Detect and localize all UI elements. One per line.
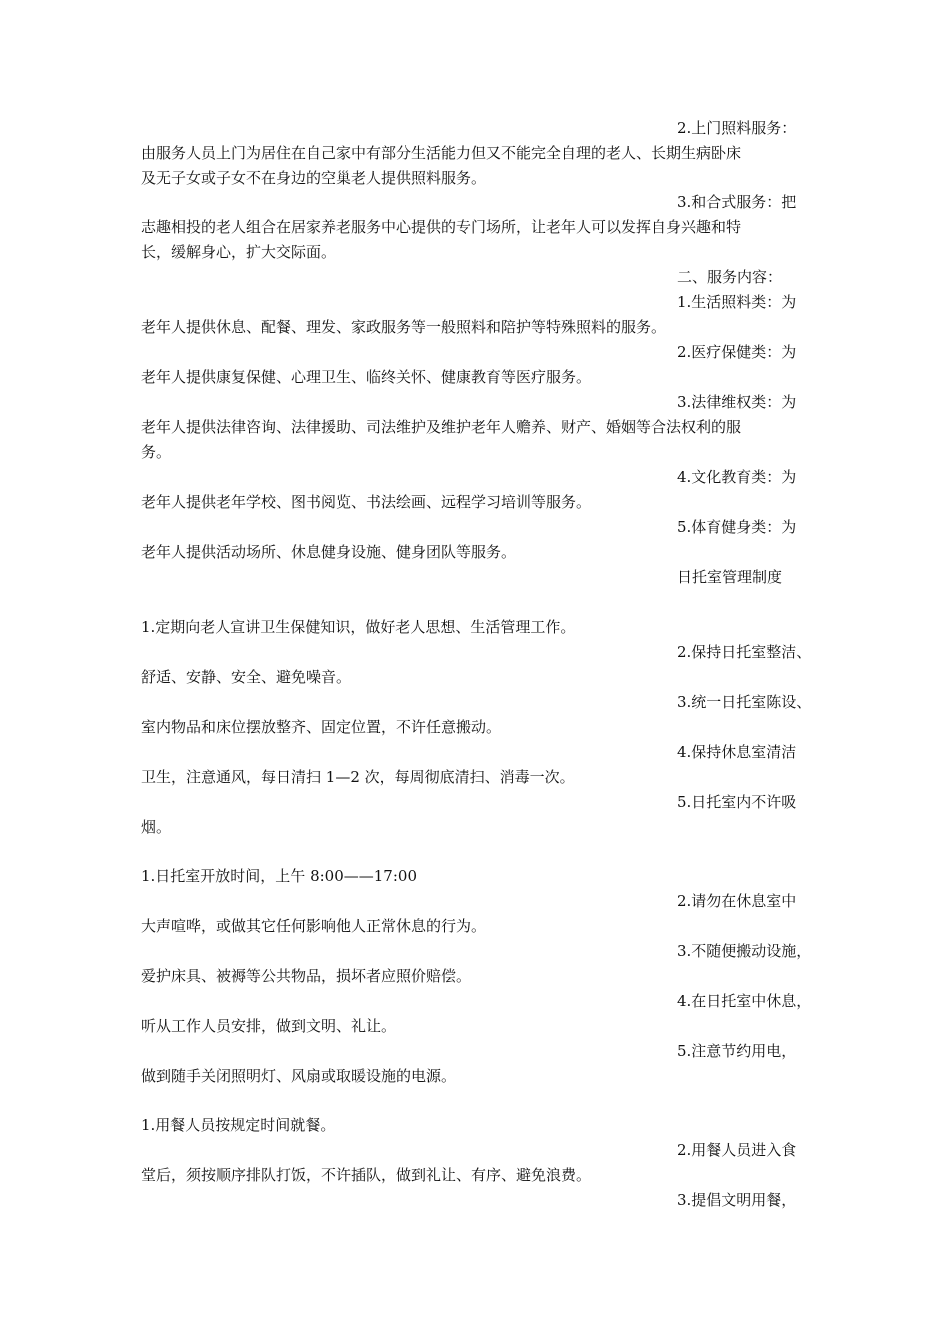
text-line: 大声喧哗，或做其它任何影响他人正常休息的行为。	[141, 917, 487, 935]
section-heading: 日托室管理制度	[677, 568, 783, 586]
text-line: 室内物品和床位摆放整齐、固定位置，不许任意搬动。	[141, 718, 502, 736]
text-line: 4.在日托室中休息，	[677, 992, 812, 1010]
text-line: 2.上门照料服务：	[677, 119, 797, 137]
text-line: 老年人提供老年学校、图书阅览、书法绘画、远程学习培训等服务。	[141, 493, 592, 511]
text-line: 爱护床具、被褥等公共物品，损坏者应照价赔偿。	[141, 967, 472, 985]
text-line: 老年人提供法律咨询、法律援助、司法维护及维护老年人赡养、财产、婚姻等合法权利的服	[141, 418, 742, 436]
text-line: 3.不随便搬动设施，	[677, 942, 812, 960]
text-line: 4.保持休息室清洁	[677, 743, 797, 761]
text-line: 2.医疗保健类：为	[677, 343, 797, 361]
text-line: 老年人提供康复保健、心理卫生、临终关怀、健康教育等医疗服务。	[141, 368, 592, 386]
text-line: 1.用餐人员按规定时间就餐。	[141, 1116, 336, 1134]
text-line: 5.注意节约用电，	[677, 1042, 797, 1060]
text-line: 务。	[141, 443, 172, 461]
text-line: 1.定期向老人宣讲卫生保健知识，做好老人思想、生活管理工作。	[141, 618, 576, 636]
text-line: 长，缓解身心，扩大交际面。	[141, 243, 337, 261]
text-line: 舒适、安静、安全、避免噪音。	[141, 668, 352, 686]
text-line: 4.文化教育类：为	[677, 468, 797, 486]
text-line: 及无子女或子女不在身边的空巢老人提供照料服务。	[141, 169, 487, 187]
text-line: 老年人提供休息、配餐、理发、家政服务等一般照料和陪护等特殊照料的服务。	[141, 318, 667, 336]
text-line: 3.和合式服务：把	[677, 193, 797, 211]
text-line: 1.生活照料类：为	[677, 293, 797, 311]
text-line: 由服务人员上门为居住在自己家中有部分生活能力但又不能完全自理的老人、长期生病卧床	[141, 144, 742, 162]
text-line: 烟。	[141, 818, 172, 836]
text-line: 2.保持日托室整洁、	[677, 643, 812, 661]
text-line: 3.提倡文明用餐，	[677, 1191, 797, 1209]
text-line: 2.用餐人员进入食	[677, 1141, 797, 1159]
section-heading: 二、服务内容：	[677, 268, 783, 286]
text-line: 堂后，须按顺序排队打饭，不许插队，做到礼让、有序、避免浪费。	[141, 1166, 592, 1184]
text-line: 3.法律维权类：为	[677, 393, 797, 411]
text-line: 5.日托室内不许吸	[677, 793, 797, 811]
text-line: 5.体育健身类：为	[677, 518, 797, 536]
text-line: 卫生，注意通风，每日清扫 1—2 次，每周彻底清扫、消毒一次。	[141, 768, 575, 786]
text-line: 做到随手关闭照明灯、风扇或取暖设施的电源。	[141, 1067, 457, 1085]
text-line: 老年人提供活动场所、休息健身设施、健身团队等服务。	[141, 543, 517, 561]
text-line: 2.请勿在休息室中	[677, 892, 797, 910]
text-line: 1.日托室开放时间，上午 8:00——17:00	[141, 867, 417, 885]
text-line: 听从工作人员安排，做到文明、礼让。	[141, 1017, 397, 1035]
text-line: 3.统一日托室陈设、	[677, 693, 812, 711]
text-line: 志趣相投的老人组合在居家养老服务中心提供的专门场所，让老年人可以发挥自身兴趣和特	[141, 218, 742, 236]
